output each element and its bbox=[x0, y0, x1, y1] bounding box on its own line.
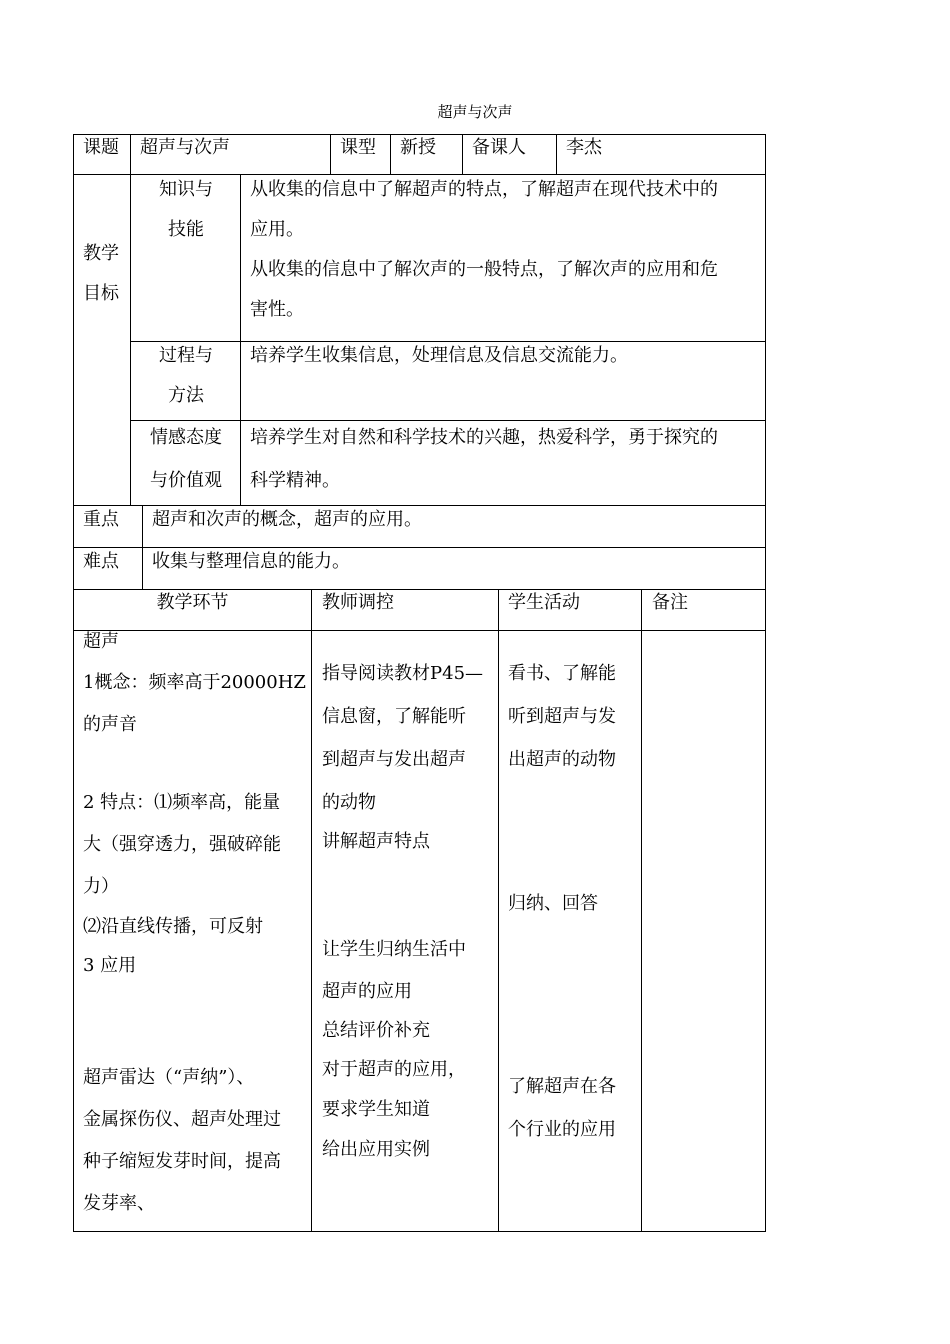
student-activity-content bbox=[508, 652, 616, 781]
topic-label: 课题 bbox=[83, 137, 119, 158]
process-method-text bbox=[250, 336, 628, 376]
knowledge-label-line: 知识与 bbox=[159, 179, 213, 200]
col-header-teacher-control: 教师调控 bbox=[322, 592, 394, 613]
preparer-value: 李杰 bbox=[566, 137, 602, 158]
student-activity-content bbox=[508, 1065, 616, 1151]
text-line: 种子缩短发芽时间，提高 bbox=[83, 1151, 281, 1172]
text-line: 了解超声在各 bbox=[508, 1076, 616, 1097]
key-points-label: 重点 bbox=[83, 509, 119, 530]
text-line: 出超声的动物 bbox=[508, 749, 616, 770]
col-header-student-activity: 学生活动 bbox=[508, 592, 580, 613]
text-line: 给出应用实例 bbox=[322, 1139, 430, 1160]
text-line: 2 特点：⑴频率高，能量 bbox=[83, 792, 281, 813]
topic-value: 超声与次声 bbox=[140, 137, 230, 158]
teaching-step-content bbox=[83, 782, 281, 986]
text-line: 害性。 bbox=[250, 299, 304, 320]
text-line: 讲解超声特点 bbox=[322, 831, 430, 852]
emotion-values-text bbox=[250, 416, 718, 502]
goals-label-line: 目标 bbox=[83, 283, 119, 304]
goals-label-line: 教学 bbox=[83, 243, 119, 264]
text-line: 的动物 bbox=[322, 792, 376, 813]
text-line: 对于超声的应用， bbox=[322, 1059, 466, 1080]
text-line: 培养学生收集信息，处理信息及信息交流能力。 bbox=[250, 345, 628, 366]
text-line: 超声雷达（“声纳”）、 bbox=[83, 1067, 255, 1088]
text-line: 看书、了解能 bbox=[508, 663, 616, 684]
text-line: 听到超声与发 bbox=[508, 706, 616, 727]
lesson-type-value: 新授 bbox=[400, 137, 436, 158]
teacher-control-content bbox=[322, 929, 466, 1171]
col-header-notes: 备注 bbox=[652, 592, 688, 613]
difficulties-value: 收集与整理信息的能力。 bbox=[152, 551, 350, 572]
text-line: 超声 bbox=[83, 631, 119, 652]
text-line: 从收集的信息中了解次声的一般特点，了解次声的应用和危 bbox=[250, 259, 718, 280]
text-line: 要求学生知道 bbox=[322, 1099, 430, 1120]
text-line: 个行业的应用 bbox=[508, 1119, 616, 1140]
process-label-line: 过程与 bbox=[159, 345, 213, 366]
text-line: 超声的应用 bbox=[322, 981, 412, 1002]
text-line: 指导阅读教材P45— bbox=[322, 663, 484, 684]
text-line: 1概念：频率高于20000HZ bbox=[83, 672, 306, 693]
knowledge-label-line: 技能 bbox=[168, 219, 204, 240]
text-line: 力） bbox=[83, 876, 119, 897]
preparer-label: 备课人 bbox=[472, 137, 526, 158]
knowledge-text bbox=[250, 170, 718, 330]
text-line: 培养学生对自然和科学技术的兴趣，热爱科学，勇于探究的 bbox=[250, 427, 718, 448]
emotion-label-line: 情感态度 bbox=[150, 427, 222, 448]
text-line: 科学精神。 bbox=[250, 470, 340, 491]
text-line: 从收集的信息中了解超声的特点，了解超声在现代技术中的 bbox=[250, 179, 718, 200]
process-method-label bbox=[131, 336, 241, 416]
text-line: 让学生归纳生活中 bbox=[322, 939, 466, 960]
knowledge-label bbox=[131, 170, 241, 250]
text-line: 总结评价补充 bbox=[322, 1020, 430, 1041]
key-points-value: 超声和次声的概念，超声的应用。 bbox=[152, 509, 422, 530]
teaching-step-content bbox=[83, 622, 306, 746]
text-line: 应用。 bbox=[250, 219, 304, 240]
teaching-step-content bbox=[83, 1057, 281, 1225]
emotion-values-label bbox=[131, 416, 241, 502]
col-header-teaching-step: 教学环节 bbox=[156, 592, 229, 613]
difficulties-label: 难点 bbox=[83, 551, 119, 572]
goals-label bbox=[83, 234, 119, 314]
text-line: 归纳、回答 bbox=[508, 893, 598, 914]
text-line: 3 应用 bbox=[83, 955, 137, 976]
student-activity-content bbox=[508, 884, 598, 924]
teacher-control-content bbox=[322, 652, 483, 860]
text-line: 金属探伤仪、超声处理过 bbox=[83, 1109, 281, 1130]
document-title: 超声与次声 bbox=[437, 103, 513, 121]
lesson-type-label: 课型 bbox=[340, 137, 376, 158]
emotion-label-line: 与价值观 bbox=[150, 470, 222, 491]
text-line: 信息窗，了解能听 bbox=[322, 706, 466, 727]
text-line: ⑵沿直线传播，可反射 bbox=[83, 916, 263, 937]
text-line: 到超声与发出超声 bbox=[322, 749, 466, 770]
text-line: 的声音 bbox=[83, 714, 137, 735]
text-line: 大（强穿透力，强破碎能 bbox=[83, 834, 281, 855]
process-label-line: 方法 bbox=[168, 385, 204, 406]
text-line: 发芽率、 bbox=[83, 1193, 155, 1214]
